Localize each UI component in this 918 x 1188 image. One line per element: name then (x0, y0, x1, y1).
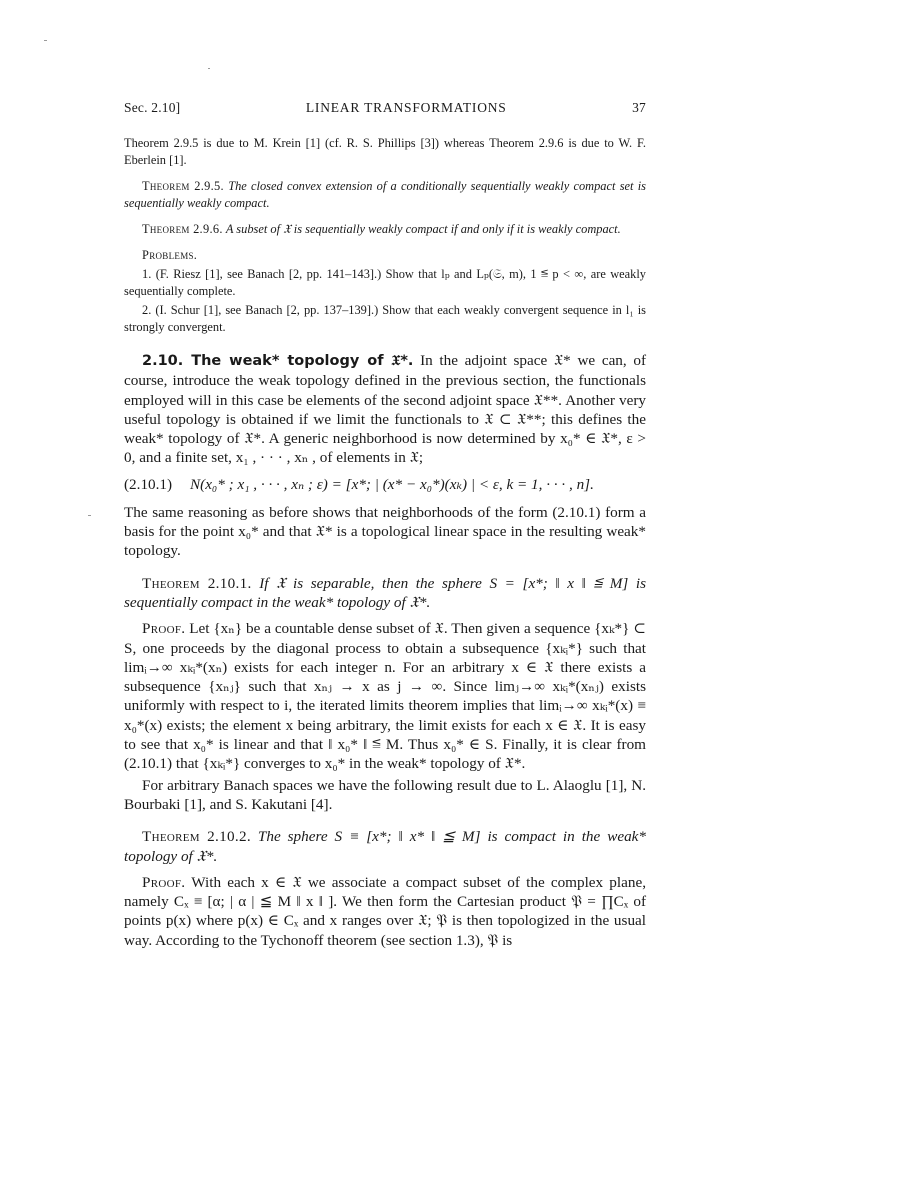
theorem-label: Theorem 2.10.1. (142, 574, 252, 592)
section-heading: 2.10. The weak* topology of 𝔛*. (142, 353, 414, 369)
proof-label: Proof. (142, 873, 186, 891)
section-2-10-intro (124, 351, 646, 468)
problems-heading: Problems. (142, 248, 198, 262)
alaoglu-paragraph: For arbitrary Banach spaces we have the following result due to L. Alaoglu [1], N. Bourbaki [1], and S. Kakutani [4]. (124, 776, 646, 813)
proof-text: Let {xₙ} be a countable dense subset of 𝔛. Then given a sequence {xₖ*} ⊂ S, one proceeds by the diagonal process to obtain a subsequence {xₖᵢ*} such that limᵢ→∞ xₖᵢ*(xₙ) exists for each integer n. For an arbitrary x ∈ 𝔛 there exists a subsequence {xₙⱼ} such that xₙⱼ → x as j → ∞. Since limⱼ→∞ xₖᵢ*(xₙⱼ) exists uniformly with respect to i, the iterated limits theorem implies that limᵢ→∞ xₖᵢ*(x) ≡ x₀*(x) exists; the element x being arbitrary, the limit exists for each x ∈ 𝔛. It is easy to see that x₀* is linear and that ‖ x₀* ‖ ≦ M. Thus x₀* ∈ S. Finally, it is clear from (2.10.1) that {xₖᵢ*} converges to x₀* in the weak* topology of 𝔛*. (124, 620, 646, 773)
equation-body: N(x₀* ; x₁ , · · · , xₙ ; ε) = [x*; | (x* − x₀*)(xₖ) | < ε, k = 1, · · · , n]. (190, 475, 594, 493)
theorem-statement: If 𝔛 is separable, then the sphere S = [x*; ‖ x ‖ ≦ M] is sequentially compact in the weak* topology of 𝔛*. (124, 574, 646, 611)
theorem-label: Theorem 2.9.6. (142, 222, 223, 236)
equation-number: (2.10.1) (124, 475, 173, 493)
problem-item: 1. (F. Riesz [1], see Banach [2, pp. 141–143].) Show that lₚ and Lₚ(𝔖, m), 1 ≦ p < ∞, are weakly sequentially complete. (124, 267, 646, 298)
theorem-2-10-2 (124, 827, 646, 866)
notes-paragraph: Theorem 2.9.5 is due to M. Krein [1] (cf. R. S. Phillips [3]) whereas Theorem 2.9.6 is due to W. F. Eberlein [1]. (124, 136, 646, 167)
problem-item: 2. (I. Schur [1], see Banach [2, pp. 137–139].) Show that each weakly convergent sequence in l₁ is strongly convergent. (124, 303, 646, 334)
theorem-2-9-6 (124, 221, 646, 238)
section-intro-text: In the adjoint space 𝔛* we can, of course, introduce the weak topology defined in the previous section, the functionals employed will in this case be elements of the second adjoint space 𝔛**. Another very useful topology is obtained if we limit the functionals to 𝔛 ⊂ 𝔛**; this defines the weak* topology of 𝔛*. A generic neighborhood is now determined by x₀* ∈ 𝔛*, ε > 0, and a finite set, x₁ , · · · , xₙ , of elements in 𝔛; (124, 352, 647, 467)
theorem-2-10-1 (124, 574, 646, 613)
running-title: LINEAR TRANSFORMATIONS (305, 100, 507, 115)
theorem-label: Theorem 2.9.5. (142, 179, 224, 193)
proof-label: Proof. (142, 620, 186, 638)
theorem-statement: A subset of 𝔛 is sequentially weakly compact if and only if it is weakly compact. (225, 222, 621, 236)
theorem-label: Theorem 2.10.2. (142, 828, 251, 846)
theorem-statement: The sphere S ≡ [x*; ‖ x* ‖ ≦ M] is compact in the weak* topology of 𝔛*. (124, 828, 646, 865)
section-marker: Sec. 2.10] (124, 100, 181, 115)
theorem-2-9-5 (124, 178, 646, 212)
proof-text: With each x ∈ 𝔛 we associate a compact subset of the complex plane, namely Cₓ ≡ [α; | α | ≦ M ‖ x ‖ ]. We then form the Cartesian product 𝔓 = ∏Cₓ of points p(x) where p(x) ∈ Cₓ and x ranges over 𝔛; 𝔓 is then topologized in the usual way. According to the Tychonoff theorem (see section 1.3), 𝔓 is (124, 873, 646, 949)
scan-speck (44, 40, 47, 41)
scan-speck (208, 68, 210, 69)
book-page (124, 100, 646, 957)
after-equation-paragraph: The same reasoning as before shows that neighborhoods of the form (2.10.1) form a basis for the point x₀* and that 𝔛* is a topological linear space in the resulting weak* topology. (124, 503, 646, 560)
proof-theorem-2-10-1 (124, 619, 646, 773)
scan-speck (88, 515, 91, 516)
page-header (124, 100, 646, 116)
theorem-statement: The closed convex extension of a conditionally sequentially weakly compact set is sequentially weakly compact. (124, 179, 646, 210)
equation-2-10-1 (124, 475, 646, 495)
page-number: 37 (632, 100, 646, 115)
proof-theorem-2-10-2 (124, 873, 646, 950)
